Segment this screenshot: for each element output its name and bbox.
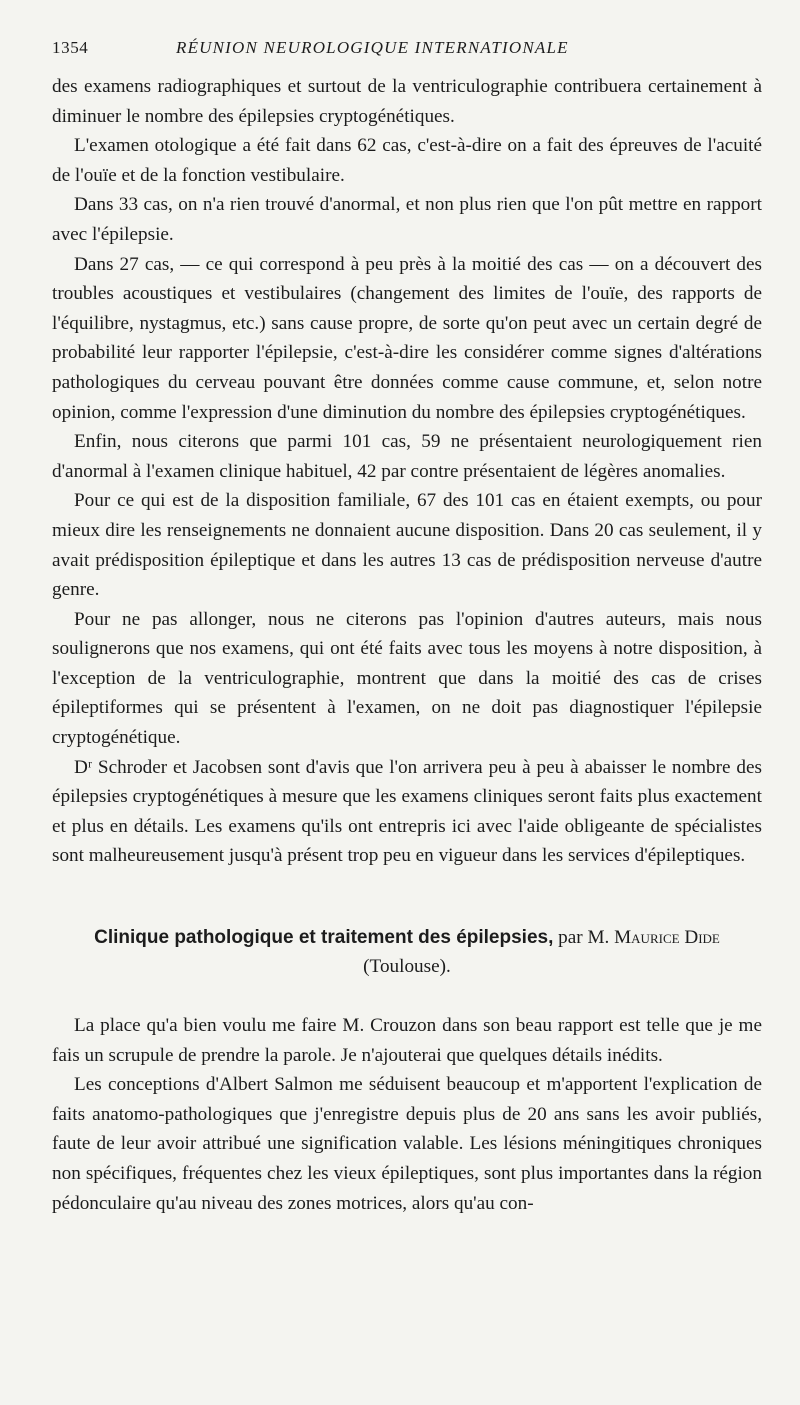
section-place: (Toulouse).: [363, 956, 451, 978]
page-number: 1354: [52, 38, 89, 57]
paragraph: L'examen otologique a été fait dans 62 cas, c'est-à-dire on a fait des épreuves de l'acuité de l'ouïe et de la fonction vestibulaire.: [52, 135, 762, 186]
paragraph: des examens radiographiques et surtout de la ventriculographie contribuera certainement à diminuer le nombre des épilepsies cryptogénétiques.: [52, 76, 762, 127]
section-by: par: [558, 927, 583, 949]
paragraph: Dans 27 cas, — ce qui correspond à peu près à la moitié des cas — on a découvert des troubles acoustiques et vestibulaires (changement des limites de l'ouïe, des rapports de l'équilibre, nystagmus, etc.) sans cause propre, de sorte qu'on peut avec un certain degré de probabilité leur rapporter l'épilepsie, c'est-à-dire les considérer comme signes d'altérations pathologiques du cerveau pouvant être données comme cause commune, et, selon notre opinion, comme l'expression d'une diminution du nombre des épilepsies cryptogénétiques.: [52, 253, 762, 423]
section-title: Clinique pathologique et traitement des épilepsies,: [94, 927, 554, 949]
paragraph: Dʳ Schroder et Jacobsen sont d'avis que l'on arrivera peu à peu à abaisser le nombre des épilepsies cryptogénétiques à mesure que les examens cliniques seront faits plus exactement et plus en détails. Les examens qu'ils ont entrepris ici avec l'aide obligeante de spécialistes sont malheureusement jusqu'à présent trop peu en vigueur dans les services d'épileptiques.: [52, 756, 762, 867]
section-heading: [52, 923, 762, 981]
paragraph: La place qu'a bien voulu me faire M. Crouzon dans son beau rapport est telle que je me fais un scrupule de prendre la parole. Je n'ajouterai que quelques détails inédits.: [52, 1015, 762, 1066]
running-title: RÉUNION NEUROLOGIQUE INTERNATIONALE: [176, 38, 569, 57]
body-text: [52, 72, 762, 1218]
section-author: M. Maurice Dide: [587, 927, 720, 949]
paragraph: Enfin, nous citerons que parmi 101 cas, 59 ne présentaient neurologiquement rien d'anormal à l'examen clinique habituel, 42 par contre présentaient de légères anomalies.: [52, 431, 762, 482]
paragraph: Pour ne pas allonger, nous ne citerons pas l'opinion d'autres auteurs, mais nous soulignerons que nos examens, qui ont été faits avec tous les moyens à notre disposition, à l'exception de la ventriculographie, montrent que dans la moitié des cas de crises épileptiformes qui se présentent à l'examen, on ne doit pas diagnostiquer l'épilepsie cryptogénétique.: [52, 608, 762, 749]
paragraph: Pour ce qui est de la disposition familiale, 67 des 101 cas en étaient exempts, ou pour mieux dire les renseignements ne donnaient aucune disposition. Dans 20 cas seulement, il y avait prédisposition épileptique et dans les autres 13 cas de prédisposition nerveuse d'autre genre.: [52, 490, 762, 601]
paragraph: Les conceptions d'Albert Salmon me séduisent beaucoup et m'apportent l'explication de faits anatomo-pathologiques que j'enregistre depuis plus de 20 ans sans les avoir publiés, faute de leur avoir attribué une signification valable. Les lésions méningitiques chroniques non spécifiques, fréquentes chez les vieux épileptiques, sont plus importantes dans la région pédonculaire qu'au niveau des zones motrices, alors qu'au con-: [52, 1074, 762, 1214]
paragraph: Dans 33 cas, on n'a rien trouvé d'anormal, et non plus rien que l'on pût mettre en rapport avec l'épilepsie.: [52, 194, 762, 245]
running-head: [52, 38, 762, 72]
